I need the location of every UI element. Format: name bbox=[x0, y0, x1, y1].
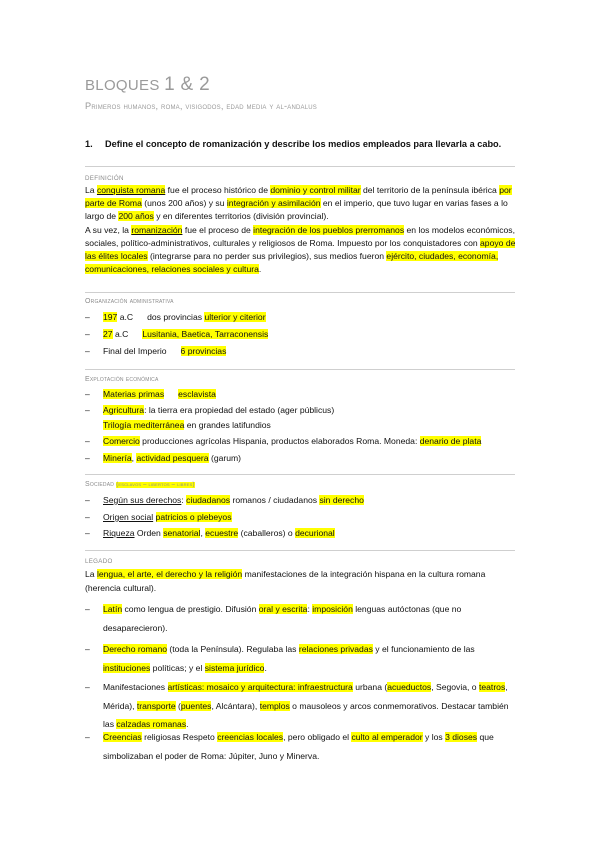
title-word: BLOQUES bbox=[85, 77, 160, 94]
highlight: integración y asimilación bbox=[226, 198, 321, 209]
list-item: – Creencias religiosas Respeto creencias locales, pero obligado el culto al emperador y los 3 dioses que simbolizaban el poder de Roma: Júpiter, Juno y Minerva. bbox=[85, 732, 494, 761]
page-subtitle: Primeros humanos, roma, visigodos, edad media y al-andalus bbox=[85, 101, 318, 111]
highlight: apoyo de las élites locales bbox=[85, 238, 516, 262]
highlight: romanización bbox=[131, 225, 183, 235]
section-label-explotacion: Explotación económica bbox=[85, 376, 159, 383]
divider bbox=[85, 166, 515, 167]
highlight: ejército, ciudades, economía, comunicaciones, relaciones sociales y cultura bbox=[85, 251, 499, 275]
legado-intro: La lengua, el arte, el derecho y la religión manifestaciones de la integración hispana en la cultura romana (herencia cultural). bbox=[85, 569, 486, 593]
list-item: – Materias primas esclavista bbox=[85, 389, 216, 399]
question-text: Define el concepto de romanización y describe los medios empleados para llevarla a cabo. bbox=[105, 139, 502, 149]
divider bbox=[85, 369, 515, 370]
divider bbox=[85, 474, 515, 475]
list-item: – 197 a.C dos provincias ulterior y citerior bbox=[85, 312, 266, 322]
highlight: por parte de Roma bbox=[85, 185, 512, 209]
list-item: – Origen social patricios o plebeyos bbox=[85, 512, 232, 522]
list-item: – Minería, actividad pesquera (garum) bbox=[85, 453, 242, 463]
highlight: integración de los pueblos prerromanos bbox=[253, 225, 405, 235]
question-heading bbox=[85, 139, 501, 149]
list-item: – Manifestaciones artísticas: mosaico y arquitectura: infraestructura urbana (acueductos, Segovia, o teatros, Mérida), transporte (puentes, Alcántara), templos o mausoleos y arcos conmemorativos. Destacar también las calzadas romanas. bbox=[85, 682, 509, 730]
list-item: – Latín como lengua de prestigio. Difusión oral y escrita: imposición lenguas autóctonas (que no desaparecieron). bbox=[85, 604, 462, 633]
divider bbox=[85, 550, 515, 551]
list-item: – Final del Imperio 6 provincias bbox=[85, 346, 227, 356]
list-subitem: Trilogía mediterránea en grandes latifundios bbox=[103, 420, 271, 430]
list-item: – Derecho romano (toda la Península). Regulaba las relaciones privadas y el funcionamiento de las instituciones políticas; y el sistema jurídico. bbox=[85, 644, 475, 673]
question-number: 1. bbox=[85, 139, 93, 149]
highlight: 200 años bbox=[118, 211, 154, 222]
section-label-organizacion: Organización administrativa bbox=[85, 298, 174, 305]
list-item: – Comercio producciones agrícolas Hispania, productos elaborados Roma. Moneda: denario de plata bbox=[85, 436, 482, 446]
list-item: – Según sus derechos: ciudadanos romanos / ciudadanos sin derecho bbox=[85, 495, 364, 505]
section-label-sociedad: Sociedad (esclavos – libertos – libres) bbox=[85, 481, 195, 488]
title-number: 1 & 2 bbox=[164, 74, 210, 95]
highlight: dominio y control militar bbox=[270, 185, 361, 195]
divider bbox=[85, 292, 515, 293]
page-title bbox=[85, 74, 210, 96]
list-item: – Agricultura: la tierra era propiedad del estado (ager públicus) bbox=[85, 405, 335, 415]
section-label-definicion: DEFINICIÓN bbox=[85, 175, 124, 182]
definicion-paragraph-1: La conquista romana fue el proceso histórico de dominio y control militar del territorio de la península ibérica por parte de Roma (unos 200 años) y su integración y asimilación en el imperio, que tuvo lugar en varias fases a lo largo de 200 años y en diferentes territorios (división provincial). bbox=[85, 185, 512, 222]
definicion-paragraph-2: A su vez, la romanización fue el proceso de integración de los pueblos prerromanos en los modelos económicos, sociales, político-administrativos, culturales y religiosos de Roma. Impuesto por los conquistadores con apoyo de las élites locales (integrarse para no perder sus privilegios), sus medios fueron ejército, ciudades, economía, comunicaciones, relaciones sociales y cultura. bbox=[85, 225, 516, 275]
list-item: – Riqueza Orden senatorial, ecuestre (caballeros) o decurional bbox=[85, 528, 335, 538]
section-label-legado: LEGADO bbox=[85, 558, 113, 565]
highlight: conquista romana bbox=[96, 185, 166, 195]
list-item: – 27 a.C Lusitania, Baetica, Tarraconensis bbox=[85, 329, 269, 339]
